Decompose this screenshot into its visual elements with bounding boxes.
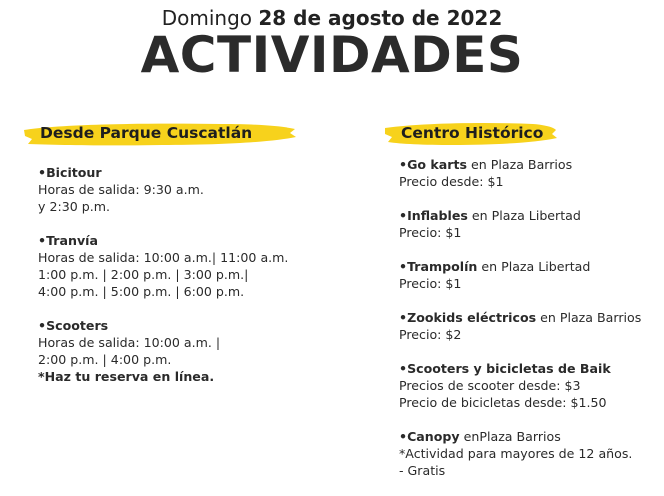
list-item — [38, 164, 288, 215]
activity-heading — [38, 317, 288, 334]
activity-name: Canopy — [407, 429, 460, 444]
activity-heading — [399, 207, 641, 224]
activity-detail: - Gratis — [399, 463, 446, 478]
bullet-icon: • — [38, 165, 47, 180]
date-prefix: Domingo — [161, 6, 259, 30]
date-bold: 28 de agosto de 2022 — [258, 6, 503, 30]
bullet-icon: • — [399, 208, 408, 223]
bullet-icon: • — [399, 259, 408, 274]
activity-name: Scooters — [46, 318, 109, 333]
activity-detail: Precio: $1 — [399, 276, 462, 291]
activity-location: en Plaza Barrios — [467, 157, 573, 172]
right-section-title: Centro Histórico — [401, 124, 544, 142]
activity-name: Inflables — [407, 208, 468, 223]
activity-heading — [399, 258, 641, 275]
activity-location: en Plaza Libertad — [467, 208, 581, 223]
list-item — [399, 360, 641, 411]
activity-heading — [38, 232, 288, 249]
activity-detail: 1:00 p.m. | 2:00 p.m. | 3:00 p.m.| — [38, 267, 249, 282]
list-item — [399, 156, 641, 190]
activity-note: *Haz tu reserva en línea. — [38, 369, 215, 384]
activity-detail: y 2:30 p.m. — [38, 199, 111, 214]
activity-detail: Precio: $1 — [399, 225, 462, 240]
activity-location: en Plaza Barrios — [536, 310, 642, 325]
list-item — [38, 232, 288, 300]
bullet-icon: • — [399, 157, 408, 172]
activity-detail: Horas de salida: 10:00 a.m.| 11:00 a.m. — [38, 250, 289, 265]
right-section-header — [383, 118, 653, 154]
page-title: ACTIVIDADES — [140, 26, 524, 84]
list-item — [399, 207, 641, 241]
activity-heading — [399, 156, 641, 173]
activity-name: Tranvía — [46, 233, 98, 248]
bullet-icon: • — [399, 429, 408, 444]
bullet-icon: • — [399, 361, 408, 376]
bullet-icon: • — [38, 318, 47, 333]
activity-detail: Precio desde: $1 — [399, 174, 504, 189]
left-column — [22, 118, 322, 384]
right-activity-list — [399, 156, 641, 496]
list-item — [399, 258, 641, 292]
activity-location: enPlaza Barrios — [459, 429, 561, 444]
activity-detail: 2:00 p.m. | 4:00 p.m. — [38, 352, 172, 367]
activity-detail: Horas de salida: 10:00 a.m. | — [38, 335, 221, 350]
activity-detail: *Actividad para mayores de 12 años. — [399, 446, 633, 461]
activity-name: Trampolín — [407, 259, 478, 274]
list-item — [399, 428, 641, 479]
list-item — [399, 309, 641, 343]
left-section-header — [22, 118, 322, 154]
activity-heading — [399, 360, 641, 377]
right-column — [383, 118, 653, 478]
activity-name: Go karts — [407, 157, 468, 172]
left-activity-list — [38, 164, 288, 402]
activity-heading — [38, 164, 288, 181]
activity-detail: Precio: $2 — [399, 327, 462, 342]
activity-heading — [399, 428, 641, 445]
list-item — [38, 317, 288, 385]
activity-detail: Precio de bicicletas desde: $1.50 — [399, 395, 607, 410]
bullet-icon: • — [38, 233, 47, 248]
activity-name: Bicitour — [46, 165, 102, 180]
left-section-title: Desde Parque Cuscatlán — [40, 124, 253, 142]
activity-name: Zookids eléctricos — [407, 310, 537, 325]
activity-location: en Plaza Libertad — [477, 259, 591, 274]
activity-heading — [399, 309, 641, 326]
activity-detail: Horas de salida: 9:30 a.m. — [38, 182, 204, 197]
activity-detail: Precios de scooter desde: $3 — [399, 378, 581, 393]
activity-detail: 4:00 p.m. | 5:00 p.m. | 6:00 p.m. — [38, 284, 245, 299]
activity-name: Scooters y bicicletas de Baik — [407, 361, 611, 376]
bullet-icon: • — [399, 310, 408, 325]
